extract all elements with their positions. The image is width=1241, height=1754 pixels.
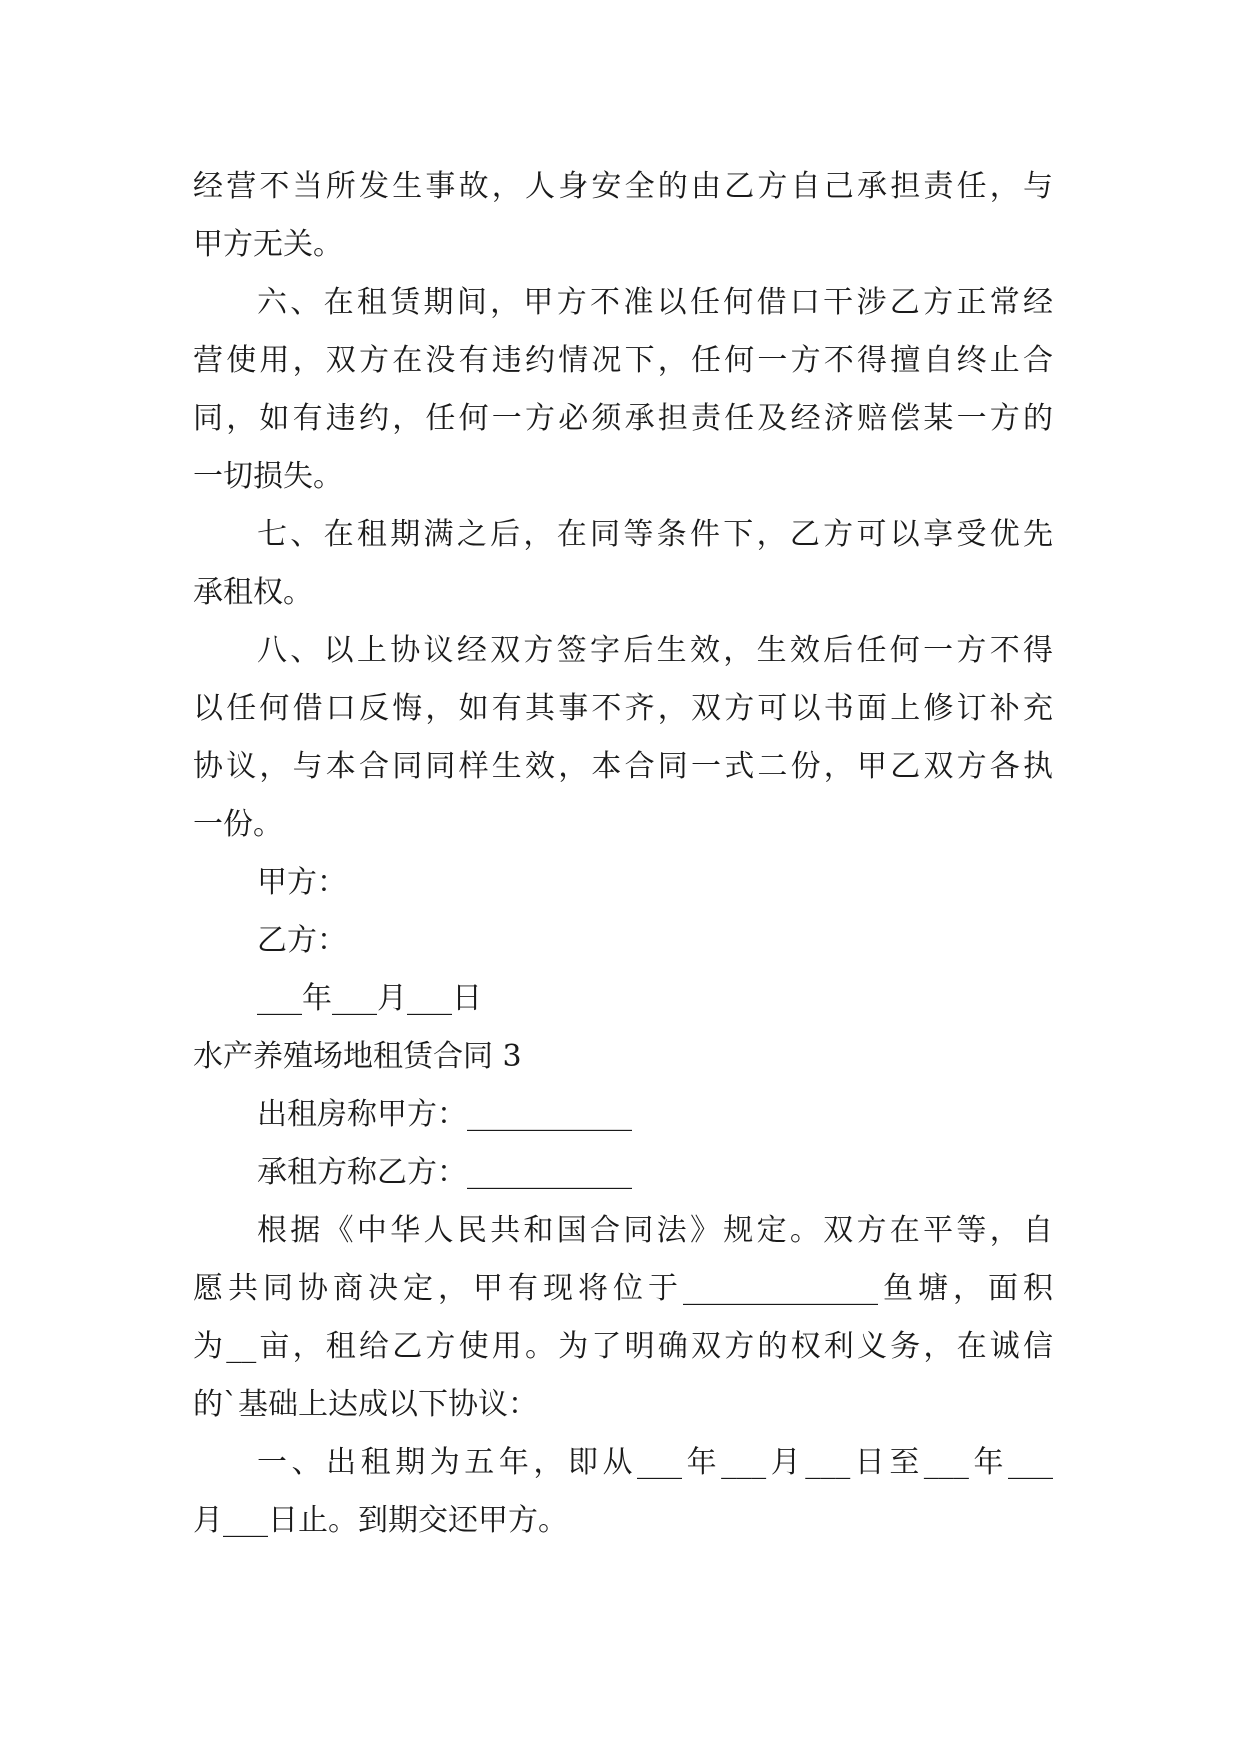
clause-7-line-1: 七、在租期满之后，在同等条件下，乙方可以享受优先 <box>257 517 1053 552</box>
contract-heading: 水产养殖场地租赁合同 3 <box>193 1039 522 1074</box>
preamble-line-1: 根据《中华人民共和国合同法》规定。双方在平等，自 <box>257 1213 1053 1248</box>
document-page <box>193 158 1053 1550</box>
clause-8-line-1: 八、以上协议经双方签字后生效，生效后任何一方不得 <box>257 633 1053 668</box>
clause-1-line-2: 月___日止。到期交还甲方。 <box>193 1503 568 1538</box>
party-a-signature: 甲方： <box>257 865 347 900</box>
clause-8-line-4: 一份。 <box>193 807 283 842</box>
clause-6-line-2: 营使用，双方在没有违约情况下，任何一方不得擅自终止合 <box>193 343 1053 378</box>
text-line-1: 经营不当所发生事故，人身安全的由乙方自己承担责任，与 <box>193 169 1053 204</box>
text-line-2: 甲方无关。 <box>193 227 343 262</box>
lessee-line: 承租方称乙方：___________ <box>257 1155 632 1190</box>
preamble-line-2: 愿共同协商决定，甲有现将位于_____________鱼塘，面积 <box>193 1271 1053 1306</box>
date-line: ___年___月___日 <box>257 981 482 1016</box>
clause-7-line-2: 承租权。 <box>193 575 313 610</box>
preamble-line-4: 的`基础上达成以下协议： <box>193 1387 538 1422</box>
lessor-line: 出租房称甲方：___________ <box>257 1097 632 1132</box>
clause-8-line-3: 协议，与本合同同样生效，本合同一式二份，甲乙双方各执 <box>193 749 1053 784</box>
clause-6-line-3: 同，如有违约，任何一方必须承担责任及经济赔偿某一方的 <box>193 401 1053 436</box>
party-b-signature: 乙方： <box>257 923 347 958</box>
clause-1-line-1: 一、出租期为五年，即从___年___月___日至___年___ <box>257 1445 1053 1480</box>
clause-6-line-1: 六、在租赁期间，甲方不准以任何借口干涉乙方正常经 <box>257 285 1053 320</box>
clause-6-line-4: 一切损失。 <box>193 459 343 494</box>
clause-8-line-2: 以任何借口反悔，如有其事不齐，双方可以书面上修订补充 <box>193 691 1053 726</box>
preamble-line-3: 为__亩，租给乙方使用。为了明确双方的权利义务，在诚信 <box>193 1329 1053 1364</box>
